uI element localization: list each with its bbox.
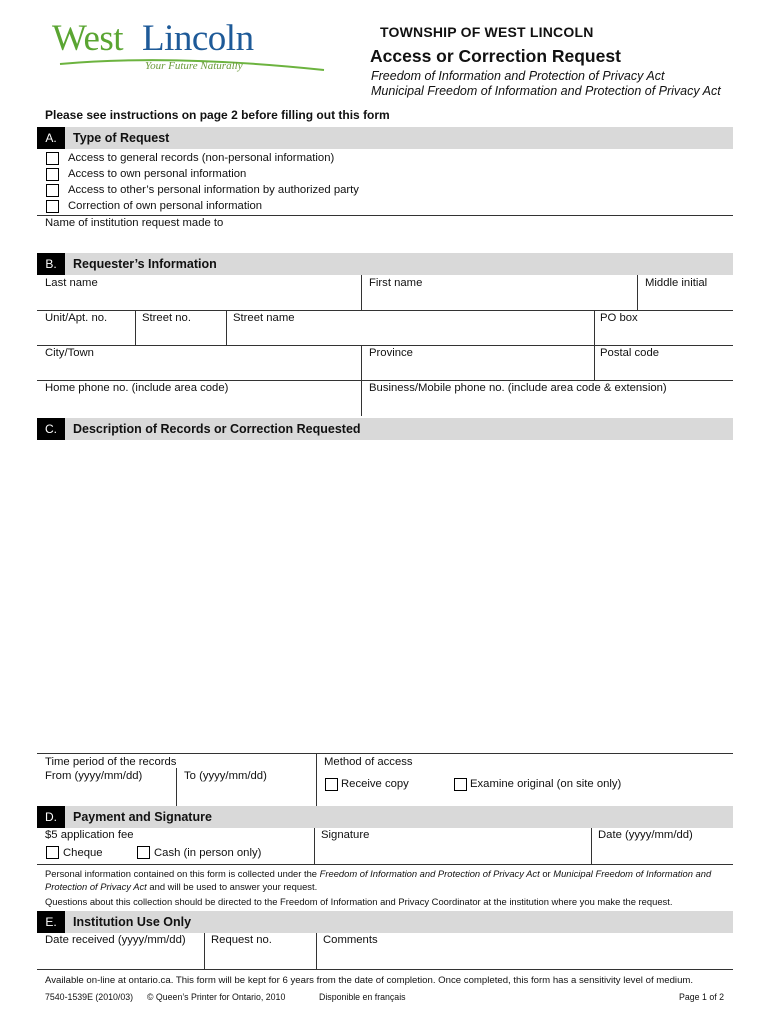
divider [37,969,733,970]
page-number: Page 1 of 2 [679,992,724,1002]
checkbox-receive-copy[interactable] [325,778,338,791]
checkbox-own-personal-info[interactable] [46,168,59,181]
method-of-access-label: Method of access [324,756,413,768]
business-phone-label: Business/Mobile phone no. (include area code & extension) [369,382,667,394]
divider [316,933,317,969]
notice-text: or [539,868,554,879]
checkbox-correction[interactable] [46,200,59,213]
divider [591,828,592,864]
receive-copy-label: Receive copy [341,778,409,790]
notice-text: and will be used to answer your request. [146,881,318,892]
logo-lincoln-text: Lincoln [142,18,254,59]
street-name-field[interactable] [228,325,592,345]
signature-date-field[interactable] [593,843,733,863]
divider [361,275,362,311]
checkbox-examine-original[interactable] [454,778,467,791]
po-box-label: PO box [600,312,638,324]
availability-note: Available on-line at ontario.ca. This form will be kept for 6 years from the date of completion. Once completed, this form has a sensitivity level of medium. [45,975,694,986]
divider [135,310,136,346]
section-c-header [37,418,733,440]
divider [361,380,362,416]
notice-text: Personal information contained on this form is collected under the [45,868,320,879]
collection-notice [45,867,735,893]
logo-west-text: West [52,18,124,59]
request-no-label: Request no. [211,934,272,946]
last-name-field[interactable] [37,290,359,310]
questions-notice: Questions about this collection should be directed to the Freedom of Information and Privacy Coordinator at the institution where you make the request. [45,896,673,907]
po-box-field[interactable] [596,325,733,345]
divider [594,310,595,346]
act-name-2: Municipal Freedom of Information and Protection of Privacy Act [371,84,721,98]
institution-name-label: Name of institution request made to [45,217,224,229]
unit-field[interactable] [37,325,133,345]
form-title: Access or Correction Request [370,46,621,66]
divider [37,380,733,381]
section-title: Payment and Signature [73,810,212,824]
to-date-field[interactable] [178,785,314,805]
cheque-label: Cheque [63,847,103,859]
act-name-1: Freedom of Information and Protection of Privacy Act [371,69,665,83]
province-field[interactable] [363,360,592,380]
divider [37,753,733,754]
notice-act-1: Freedom of Information and Protection of Privacy Act [319,868,540,879]
logo-tagline: Your Future Naturally [145,60,243,72]
instructions-note: Please see instructions on page 2 before filling out this form [45,108,390,122]
time-period-label: Time period of the records [45,756,177,768]
divider [37,864,733,865]
description-textarea[interactable] [37,441,733,753]
street-no-label: Street no. [142,312,191,324]
section-letter: D. [37,806,65,828]
divider [316,753,317,806]
section-a-header [37,127,733,149]
township-name: TOWNSHIP OF WEST LINCOLN [380,24,594,40]
option-correction: Correction of own personal information [68,200,263,212]
first-name-field[interactable] [363,290,635,310]
middle-initial-field[interactable] [639,290,733,310]
from-date-label: From (yyyy/mm/dd) [45,770,143,782]
divider [37,215,733,216]
section-title: Description of Records or Correction Requested [73,422,361,436]
date-received-label: Date received (yyyy/mm/dd) [45,934,186,946]
divider [314,828,315,864]
signature-date-label: Date (yyyy/mm/dd) [598,829,693,841]
business-phone-field[interactable] [363,396,733,416]
section-letter: B. [37,253,65,275]
province-label: Province [369,347,413,359]
postal-code-label: Postal code [600,347,660,359]
to-date-label: To (yyyy/mm/dd) [184,770,267,782]
comments-label: Comments [323,934,378,946]
home-phone-label: Home phone no. (include area code) [45,382,229,394]
option-own-personal-info: Access to own personal information [68,168,247,180]
divider [37,345,733,346]
divider [637,275,638,311]
french-availability: Disponible en français [319,992,406,1002]
checkbox-cash[interactable] [137,846,150,859]
date-received-field[interactable] [37,948,202,968]
signature-label: Signature [321,829,370,841]
divider [594,345,595,381]
divider [37,310,733,311]
section-e-header [37,911,733,933]
copyright-note: © Queen’s Printer for Ontario, 2010 [147,992,286,1002]
section-letter: E. [37,911,65,933]
from-date-field[interactable] [37,785,174,805]
section-d-header [37,806,733,828]
section-title: Type of Request [73,131,170,145]
form-number: 7540-1539E (2010/03) [45,992,134,1002]
divider [204,933,205,969]
unit-label: Unit/Apt. no. [45,312,108,324]
signature-field[interactable] [316,843,589,863]
option-general-records: Access to general records (non-personal information) [68,152,335,164]
cash-label: Cash (in person only) [154,847,262,859]
middle-initial-label: Middle initial [645,277,708,289]
section-letter: A. [37,127,65,149]
option-others-personal-info: Access to other’s personal information by authorized party [68,184,359,196]
city-label: City/Town [45,347,94,359]
first-name-label: First name [369,277,423,289]
institution-name-field[interactable] [37,231,733,251]
section-title: Requester’s Information [73,257,217,271]
divider [226,310,227,346]
checkbox-general-records[interactable] [46,152,59,165]
divider [176,768,177,806]
postal-code-field[interactable] [596,360,733,380]
request-no-field[interactable] [206,948,314,968]
section-letter: C. [37,418,65,440]
last-name-label: Last name [45,277,98,289]
west-lincoln-logo [52,18,332,78]
comments-field[interactable] [318,948,733,968]
section-title: Institution Use Only [73,915,192,929]
street-no-field[interactable] [137,325,224,345]
street-name-label: Street name [233,312,295,324]
application-fee-label: $5 application fee [45,829,134,841]
checkbox-cheque[interactable] [46,846,59,859]
home-phone-field[interactable] [37,396,359,416]
section-b-header [37,253,733,275]
city-field[interactable] [37,360,359,380]
notice-act-2: Municipal Freedom of Information and Protection of Privacy Act [45,868,712,892]
examine-original-label: Examine original (on site only) [470,778,622,790]
checkbox-others-personal-info[interactable] [46,184,59,197]
divider [361,345,362,381]
